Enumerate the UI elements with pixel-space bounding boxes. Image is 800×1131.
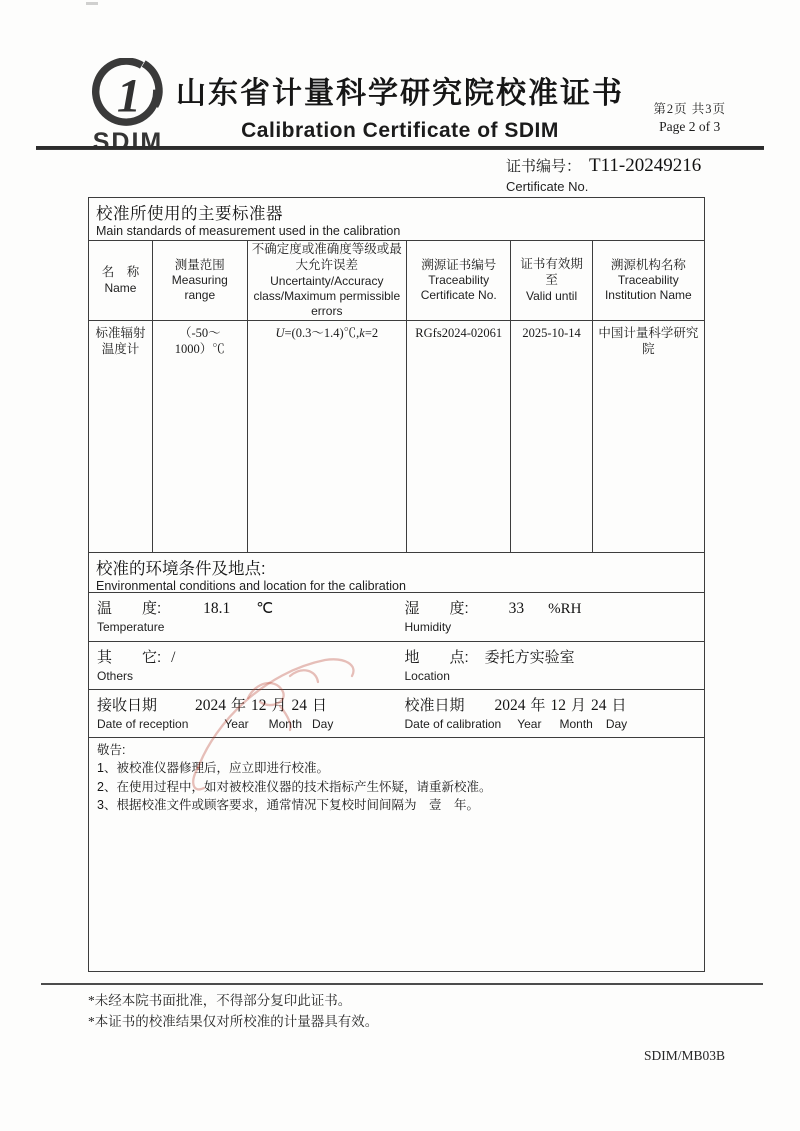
cell-institution: 中国计量科学研究院 [598, 326, 699, 356]
col-header-trace-cert: 溯源证书编号 Traceability Certificate No. [407, 241, 512, 320]
calibration-day: 24 [591, 696, 607, 714]
others-location-row [89, 642, 704, 690]
humidity-unit: %RH [548, 600, 582, 617]
calibration-date-field: 校准日期 2024 年 12 月 24 日 Date of calibration Year Month Day [404, 696, 628, 731]
environment-title-en: Environmental conditions and location for the calibration [96, 578, 406, 593]
cell-standard-name: 标准辐射温度计 [89, 321, 153, 552]
humidity-value: 33 [508, 599, 525, 617]
certificate-number-block [506, 155, 701, 194]
standards-title-zh: 校准所使用的主要标准器 [96, 205, 283, 223]
location-label-en: Location [404, 668, 450, 683]
others-field: 其 它: / Others [89, 642, 397, 689]
notice-item-3: 3、根据校准文件或顾客要求，通常情况下复校时间间隔为 壹 年。 [97, 798, 479, 812]
temperature-label-en: Temperature [97, 619, 165, 634]
footer-divider [41, 983, 763, 985]
page-number [653, 101, 726, 136]
col-header-valid-until: 证书有效期至 Valid until [511, 241, 592, 320]
page-number-en: Page 2 of 3 [659, 118, 721, 134]
humidity-field: 湿 度: 33 %RH Humidity [397, 593, 705, 641]
notice-title: 敬告: [97, 742, 126, 757]
calibration-month: 12 [550, 696, 567, 714]
notice-item-1: 1、被校准仪器修理后，应立即进行校准。 [97, 761, 329, 775]
header-divider [36, 146, 764, 150]
certificate-number-label-zh: 证书编号： [506, 158, 582, 175]
standards-table-header [89, 241, 704, 321]
footer-note-2: *本证书的校准结果仅对所校准的计量器具有效。 [88, 1013, 379, 1029]
temperature-humidity-row [89, 593, 704, 642]
footer-notes [88, 991, 378, 1033]
notice-item-2: 2、在使用过程中，如对被校准仪器的技术指标产生怀疑，请重新校准。 [97, 779, 492, 794]
footer-note-1: *未经本院书面批准，不得部分复印此证书。 [88, 993, 352, 1008]
logo-text: SDIM [92, 128, 164, 156]
others-label-en: Others [97, 668, 134, 683]
page-number-zh: 第2页 共3页 [653, 102, 726, 116]
cell-trace-cert-no: RGfs2024-02061 [407, 321, 512, 552]
calibration-year: 2024 [494, 696, 526, 714]
reception-date-field: 接收日期 2024 年 12 月 24 日 Date of reception Year Month Day [97, 696, 334, 731]
others-value: / [171, 648, 176, 666]
reception-month: 12 [251, 696, 267, 714]
cell-valid-until: 2025-10-14 [511, 321, 592, 552]
standards-title-en: Main standards of measurement used in the calibration [96, 224, 401, 238]
title-english: Calibration Certificate of SDIM [241, 119, 559, 142]
cell-measuring-range: （-50～1000）℃ [153, 321, 248, 552]
dates-row [89, 690, 704, 738]
svg-text:1: 1 [116, 69, 141, 123]
col-header-uncertainty: 不确定度或准确度等级或最大允许误差 Uncertainty/Accuracy class/Maximum permissible errors [248, 241, 407, 320]
temperature-value: 18.1 [203, 599, 231, 617]
location-field: 地 点: 委托方实验室 Location [397, 642, 705, 689]
form-number: SDIM/MB03B [644, 1048, 726, 1063]
reception-day: 24 [291, 696, 308, 714]
col-header-range: 测量范围 Measuring range [153, 241, 248, 320]
location-value: 委托方实验室 [484, 648, 575, 666]
cell-uncertainty: U=(0.3～1.4)℃,k=2 [248, 321, 407, 552]
standards-table-row [89, 321, 704, 553]
col-header-name: 名 称 Name [89, 241, 153, 320]
scan-artifact [86, 2, 98, 5]
main-content-box [88, 197, 705, 972]
col-header-institution: 溯源机构名称 Traceability Institution Name [604, 257, 692, 303]
standards-section-title [89, 198, 704, 241]
notice-section [89, 738, 704, 972]
temperature-field: 温 度: 18.1 ℃ Temperature [89, 593, 397, 641]
environment-title-zh: 校准的环境条件及地点: [96, 559, 266, 578]
certificate-number-label-en: Certificate No. [506, 179, 589, 194]
certificate-number-value: T11-20249216 [589, 155, 702, 176]
title-chinese: 山东省计量科学研究院校准证书 [176, 77, 624, 110]
humidity-label-en: Humidity [404, 619, 452, 634]
temperature-unit: ℃ [256, 599, 274, 617]
environment-section-title [89, 553, 704, 593]
reception-year: 2024 [195, 696, 227, 714]
